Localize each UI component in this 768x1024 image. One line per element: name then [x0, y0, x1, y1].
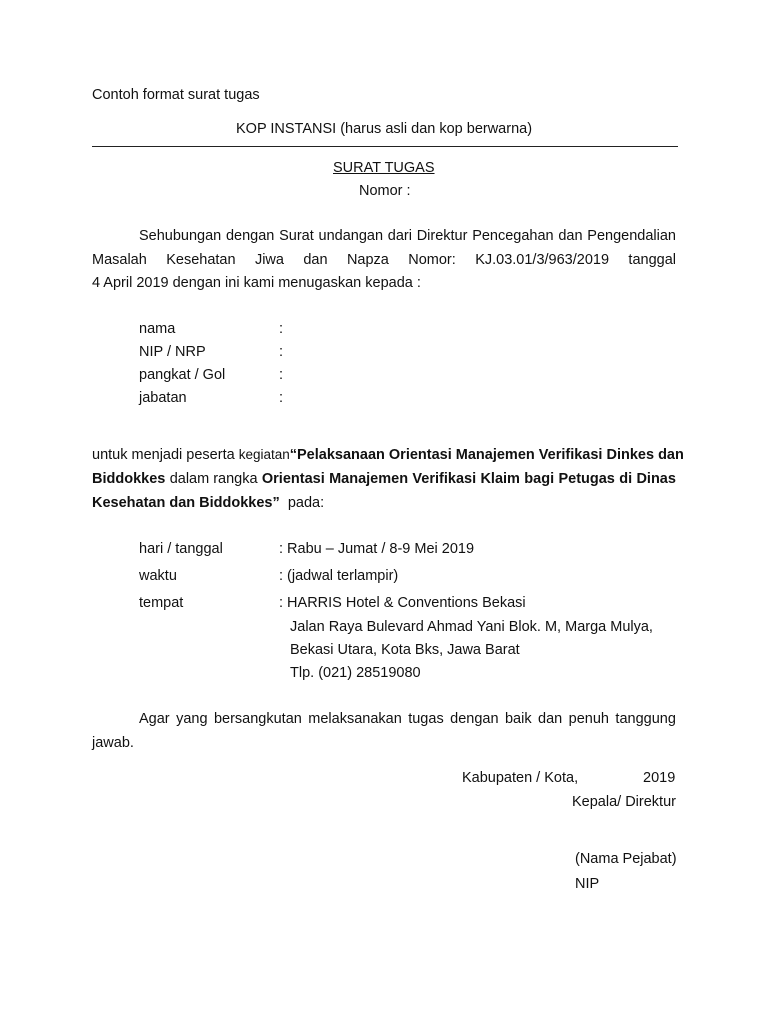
signature-position: Kepala/ Direktur [572, 794, 676, 810]
detail-value-date: : Rabu – Jumat / 8-9 Mei 2019 [279, 541, 475, 557]
field-colon: : [279, 367, 284, 383]
field-colon: : [279, 344, 284, 360]
detail-label-time: waktu [139, 568, 177, 584]
field-colon: : [279, 390, 284, 406]
signature-nip: NIP [575, 876, 600, 892]
field-label-nip: NIP / NRP [139, 344, 206, 360]
detail-value-place: : HARRIS Hotel & Conventions Bekasi [279, 595, 526, 611]
para1-line2: Masalah Kesehatan Jiwa dan Napza Nomor: KJ.03.01/3/963/2019 tanggal [92, 252, 676, 268]
detail-value-time: : (jadwal terlampir) [279, 568, 399, 584]
address-line: Bekasi Utara, Kota Bks, Jawa Barat [290, 642, 520, 658]
field-label-nama: nama [139, 321, 176, 337]
signature-place: Kabupaten / Kota, [462, 770, 579, 786]
intro-text: Contoh format surat tugas [92, 87, 260, 103]
para2-line2: Biddokkes dalam rangka Orientasi Manajemen Verifikasi Klaim bagi Petugas di Dinas [92, 471, 676, 487]
detail-label-date: hari / tanggal [139, 541, 223, 557]
letter-title: SURAT TUGAS [333, 160, 435, 176]
letterhead-divider [92, 146, 678, 147]
detail-label-place: tempat [139, 595, 184, 611]
para1-line1: Sehubungan dengan Surat undangan dari Direktur Pencegahan dan Pengendalian [139, 228, 676, 244]
para1-line3: 4 April 2019 dengan ini kami menugaskan kepada : [92, 275, 421, 291]
field-label-jabatan: jabatan [139, 390, 187, 406]
para2-line3: Kesehatan dan Biddokkes” pada: [92, 495, 325, 511]
closing-line1: Agar yang bersangkutan melaksanakan tugas dengan baik dan penuh tanggung [139, 711, 676, 727]
field-label-pangkat: pangkat / Gol [139, 367, 226, 383]
para2-line1: untuk menjadi peserta kegiatan“Pelaksanaan Orientasi Manajemen Verifikasi Dinkes dan [92, 447, 684, 463]
signature-year: 2019 [643, 770, 676, 786]
field-colon: : [279, 321, 284, 337]
letter-number: Nomor : [359, 183, 411, 199]
closing-line2: jawab. [92, 735, 134, 751]
address-line: Jalan Raya Bulevard Ahmad Yani Blok. M, Marga Mulya, [290, 619, 653, 635]
address-phone: Tlp. (021) 28519080 [290, 665, 421, 681]
letterhead-placeholder: KOP INSTANSI (harus asli dan kop berwarna) [236, 121, 533, 137]
signature-name: (Nama Pejabat) [575, 851, 677, 867]
